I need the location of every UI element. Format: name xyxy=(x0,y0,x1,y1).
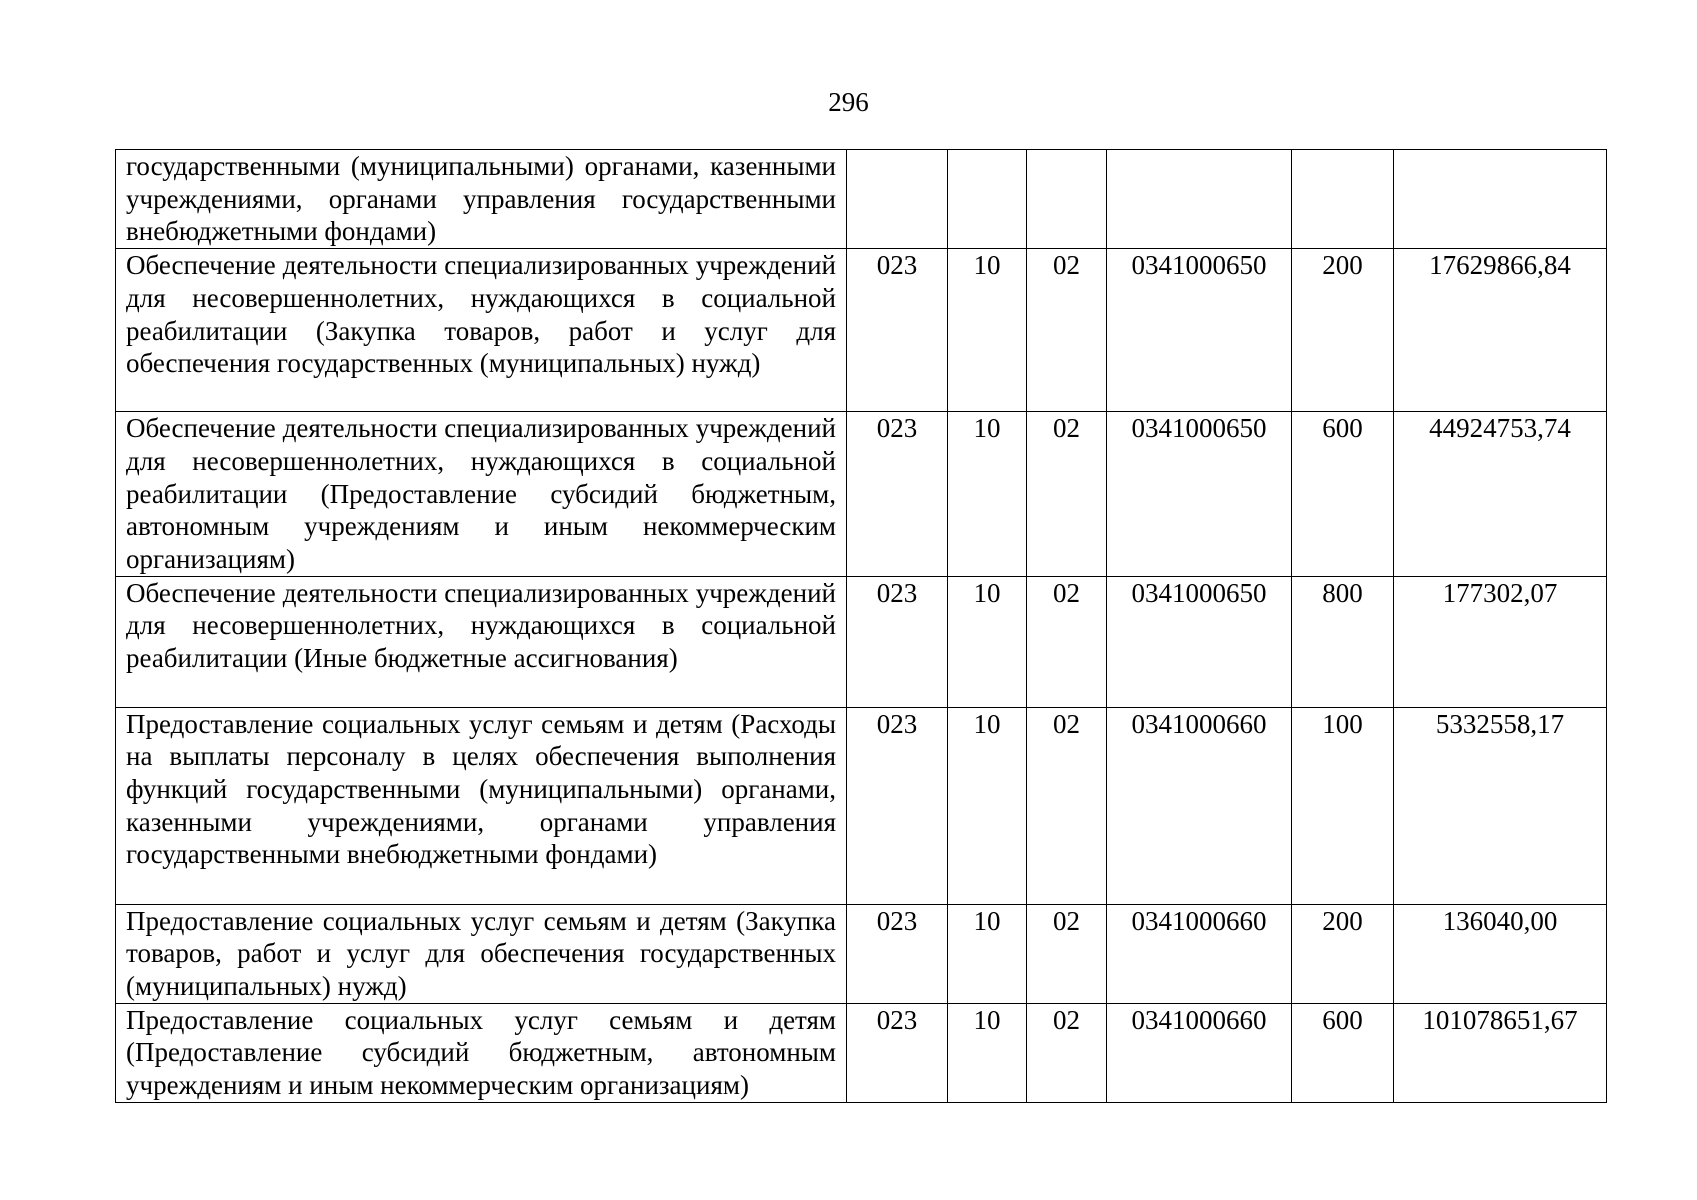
target-article-code xyxy=(1107,150,1292,249)
amount: 136040,00 xyxy=(1394,904,1607,1003)
expense-type-code: 800 xyxy=(1292,576,1394,707)
expense-type-code: 600 xyxy=(1292,1003,1394,1102)
expense-type-code: 200 xyxy=(1292,249,1394,412)
table-row xyxy=(116,576,1607,707)
amount: 5332558,17 xyxy=(1394,707,1607,904)
row-description: Обеспечение деятельности специализированных учреждений для несовершеннолетних, нуждающихся в социальной реабилитации (Закупка товаров, работ и услуг для обеспечения государственных (муниципальных) нужд) xyxy=(116,249,847,412)
row-description: государственными (муниципальными) органами, казенными учреждениями, органами управления государственными внебюджетными фондами) xyxy=(116,150,847,249)
table-row xyxy=(116,412,1607,577)
section-code: 10 xyxy=(948,249,1027,412)
page-number: 296 xyxy=(828,87,869,117)
table-row xyxy=(116,249,1607,412)
amount xyxy=(1394,150,1607,249)
expense-type-code: 200 xyxy=(1292,904,1394,1003)
row-description: Обеспечение деятельности специализированных учреждений для несовершеннолетних, нуждающихся в социальной реабилитации (Иные бюджетные ассигнования) xyxy=(116,576,847,707)
amount: 17629866,84 xyxy=(1394,249,1607,412)
section-code: 10 xyxy=(948,904,1027,1003)
section-code: 10 xyxy=(948,412,1027,577)
target-article-code: 0341000650 xyxy=(1107,249,1292,412)
department-code: 023 xyxy=(847,249,948,412)
row-description: Предоставление социальных услуг семьям и детям (Предоставление субсидий бюджетным, автономным учреждениям и иным некоммерческим организациям) xyxy=(116,1003,847,1102)
subsection-code: 02 xyxy=(1027,576,1107,707)
amount: 177302,07 xyxy=(1394,576,1607,707)
department-code: 023 xyxy=(847,1003,948,1102)
subsection-code: 02 xyxy=(1027,249,1107,412)
expense-type-code xyxy=(1292,150,1394,249)
department-code xyxy=(847,150,948,249)
amount: 44924753,74 xyxy=(1394,412,1607,577)
target-article-code: 0341000650 xyxy=(1107,412,1292,577)
row-description: Предоставление социальных услуг семьям и детям (Закупка товаров, работ и услуг для обеспечения государственных (муниципальных) нужд) xyxy=(116,904,847,1003)
table-row xyxy=(116,707,1607,904)
subsection-code: 02 xyxy=(1027,707,1107,904)
section-code: 10 xyxy=(948,576,1027,707)
department-code: 023 xyxy=(847,412,948,577)
section-code xyxy=(948,150,1027,249)
target-article-code: 0341000660 xyxy=(1107,904,1292,1003)
subsection-code: 02 xyxy=(1027,904,1107,1003)
amount: 101078651,67 xyxy=(1394,1003,1607,1102)
row-description: Обеспечение деятельности специализированных учреждений для несовершеннолетних, нуждающихся в социальной реабилитации (Предоставление субсидий бюджетным, автономным учреждениям и иным некоммерческим организациям) xyxy=(116,412,847,577)
row-description: Предоставление социальных услуг семьям и детям (Расходы на выплаты персоналу в целях обеспечения выполнения функций государственными (муниципальными) органами, казенными учреждениями, органами управления государственными внебюджетными фондами) xyxy=(116,707,847,904)
table-row xyxy=(116,1003,1607,1102)
budget-table xyxy=(115,149,1607,1103)
subsection-code: 02 xyxy=(1027,1003,1107,1102)
section-code: 10 xyxy=(948,707,1027,904)
table-row xyxy=(116,150,1607,249)
department-code: 023 xyxy=(847,707,948,904)
target-article-code: 0341000660 xyxy=(1107,1003,1292,1102)
subsection-code xyxy=(1027,150,1107,249)
table-row xyxy=(116,904,1607,1003)
department-code: 023 xyxy=(847,576,948,707)
department-code: 023 xyxy=(847,904,948,1003)
expense-type-code: 100 xyxy=(1292,707,1394,904)
subsection-code: 02 xyxy=(1027,412,1107,577)
target-article-code: 0341000660 xyxy=(1107,707,1292,904)
target-article-code: 0341000650 xyxy=(1107,576,1292,707)
expense-type-code: 600 xyxy=(1292,412,1394,577)
section-code: 10 xyxy=(948,1003,1027,1102)
